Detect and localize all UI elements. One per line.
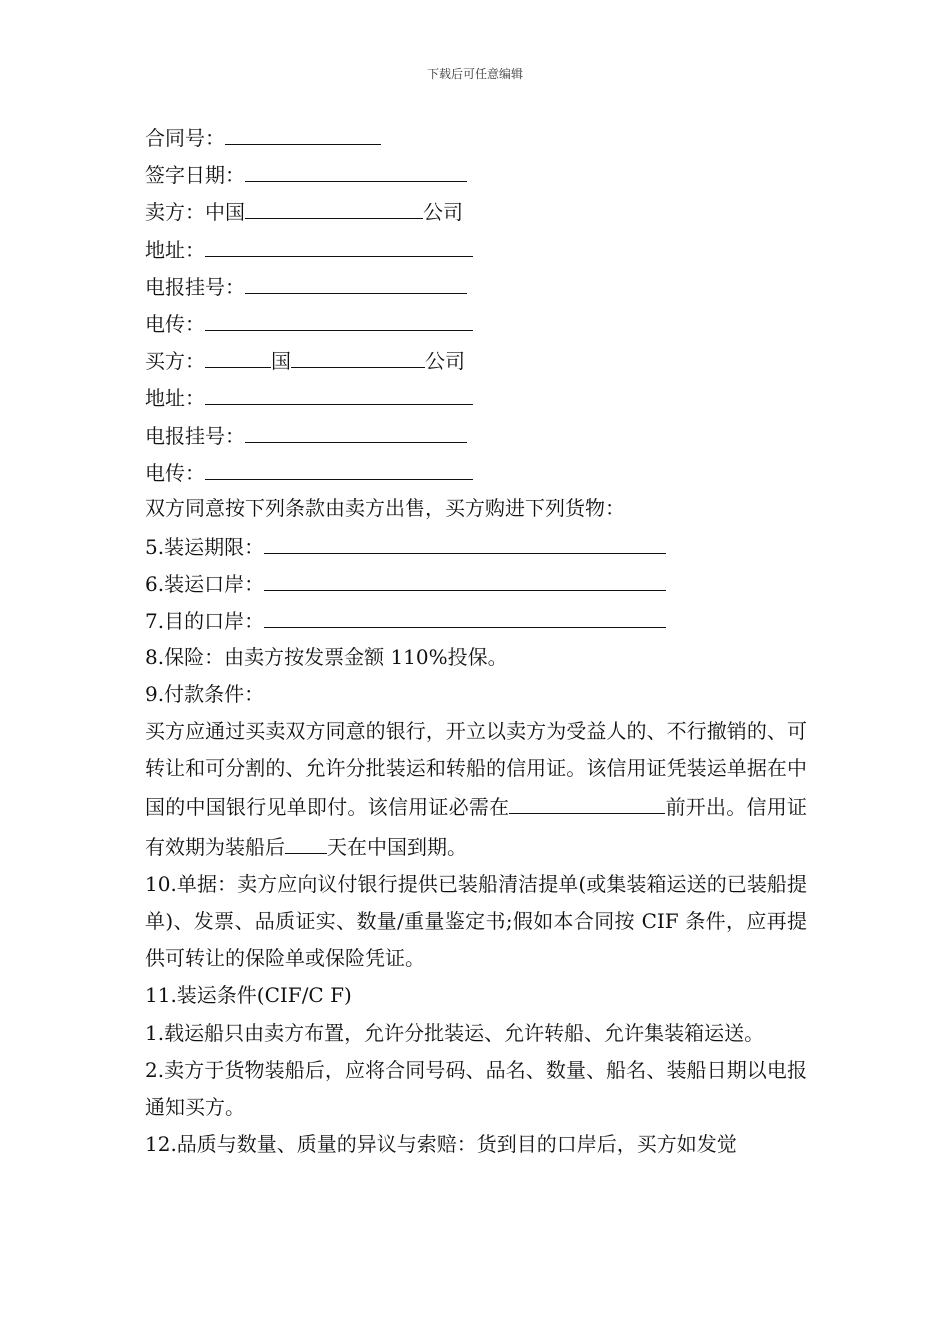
clause-11-title: 11.装运条件(CIF/C F) [145, 983, 352, 1008]
clause-9-body [145, 713, 807, 866]
seller-address-blank[interactable] [205, 230, 473, 257]
seller-line [145, 192, 807, 229]
contract-number-line [145, 118, 807, 155]
buyer-label: 买方： [145, 349, 205, 374]
sign-date-line [145, 155, 807, 192]
buyer-address-blank[interactable] [205, 378, 473, 405]
seller-cable-label: 电报挂号： [145, 274, 245, 299]
buyer-cable-blank[interactable] [245, 416, 467, 443]
page-header-note: 下载后可任意编辑 [426, 67, 523, 81]
sign-date-blank[interactable] [245, 155, 467, 182]
clause-11-item-2: 2.卖方于货物装船后，应将合同号码、品名、数量、船名、装船日期以电报通知买方。 [145, 1057, 807, 1120]
buyer-line [145, 341, 807, 378]
buyer-suffix: 公司 [425, 349, 465, 374]
seller-suffix: 公司 [423, 200, 463, 225]
seller-fax-blank[interactable] [205, 304, 473, 331]
seller-cable-line [145, 267, 807, 304]
clause-5-shipment-period [145, 527, 807, 564]
seller-fax-label: 电传： [145, 311, 205, 336]
clause-8-insurance: 8.保险：由卖方按发票金额 110%投保。 [145, 644, 508, 669]
contract-number-label: 合同号： [145, 126, 225, 150]
contract-number-blank[interactable] [225, 118, 381, 145]
seller-label: 卖方：中国 [145, 200, 245, 225]
clause-9-text-c: 天在中国到期。 [327, 834, 467, 859]
clause-9-text-b: 前开出。信用证有效期为装船后 [145, 795, 808, 859]
clause-9-text-a: 买方应通过买卖双方同意的银行，开立以卖方为受益人的、不行撤销的、可转让和可分割的、允许分批装运和转船的信用证。该信用证凭装运单据在中国的中国银行见单即付。该信用证必需在 [145, 719, 807, 820]
contract-body [145, 118, 807, 1163]
buyer-cable-line [145, 416, 807, 453]
clause-7-label: 7.目的口岸： [145, 609, 265, 634]
lc-validity-days-blank[interactable] [285, 827, 327, 854]
seller-cable-blank[interactable] [245, 267, 467, 294]
loading-port-blank[interactable] [264, 564, 666, 591]
clause-12-claims: 12.品质与数量、质量的异议与索赔：货到目的口岸后，买方如发觉 [145, 1132, 737, 1157]
buyer-cable-label: 电报挂号： [145, 423, 245, 448]
seller-fax-line [145, 304, 807, 341]
destination-port-blank[interactable] [264, 601, 666, 628]
buyer-company-blank[interactable] [291, 341, 425, 368]
buyer-fax-blank[interactable] [205, 453, 473, 480]
buyer-fax-label: 电传： [145, 460, 205, 485]
intro-line: 双方同意按下列条款由卖方出售，买方购进下列货物： [145, 495, 625, 520]
lc-open-date-blank-a[interactable] [509, 787, 587, 814]
clause-6-label: 6.装运口岸： [145, 572, 265, 597]
buyer-fax-line [145, 453, 807, 490]
lc-open-date-blank-b[interactable] [587, 787, 665, 814]
seller-address-line [145, 230, 807, 267]
clause-11-item-1: 1.载运船只由卖方布置，允许分批装运、允许转船、允许集装箱运送。 [145, 1020, 765, 1045]
sign-date-label: 签字日期： [145, 163, 245, 188]
clause-10-documents: 10.单据：卖方应向议付银行提供已装船清洁提单(或集装箱运送的已装船提单)、发票、品质证实、数量/重量鉴定书;假如本合同按 CIF 条件，应再提供可转让的保险单或保险凭证。 [145, 871, 807, 971]
buyer-address-line [145, 378, 807, 415]
clause-7-destination-port [145, 601, 807, 638]
seller-address-label: 地址： [145, 237, 205, 262]
seller-company-blank[interactable] [245, 192, 423, 219]
shipment-period-blank[interactable] [264, 527, 666, 554]
clause-5-label: 5.装运期限： [145, 535, 265, 560]
buyer-country-blank[interactable] [205, 341, 271, 368]
buyer-address-label: 地址： [145, 386, 205, 411]
clause-9-title: 9.付款条件： [145, 681, 265, 706]
buyer-country-mid: 国 [271, 349, 291, 374]
clause-6-loading-port [145, 564, 807, 601]
